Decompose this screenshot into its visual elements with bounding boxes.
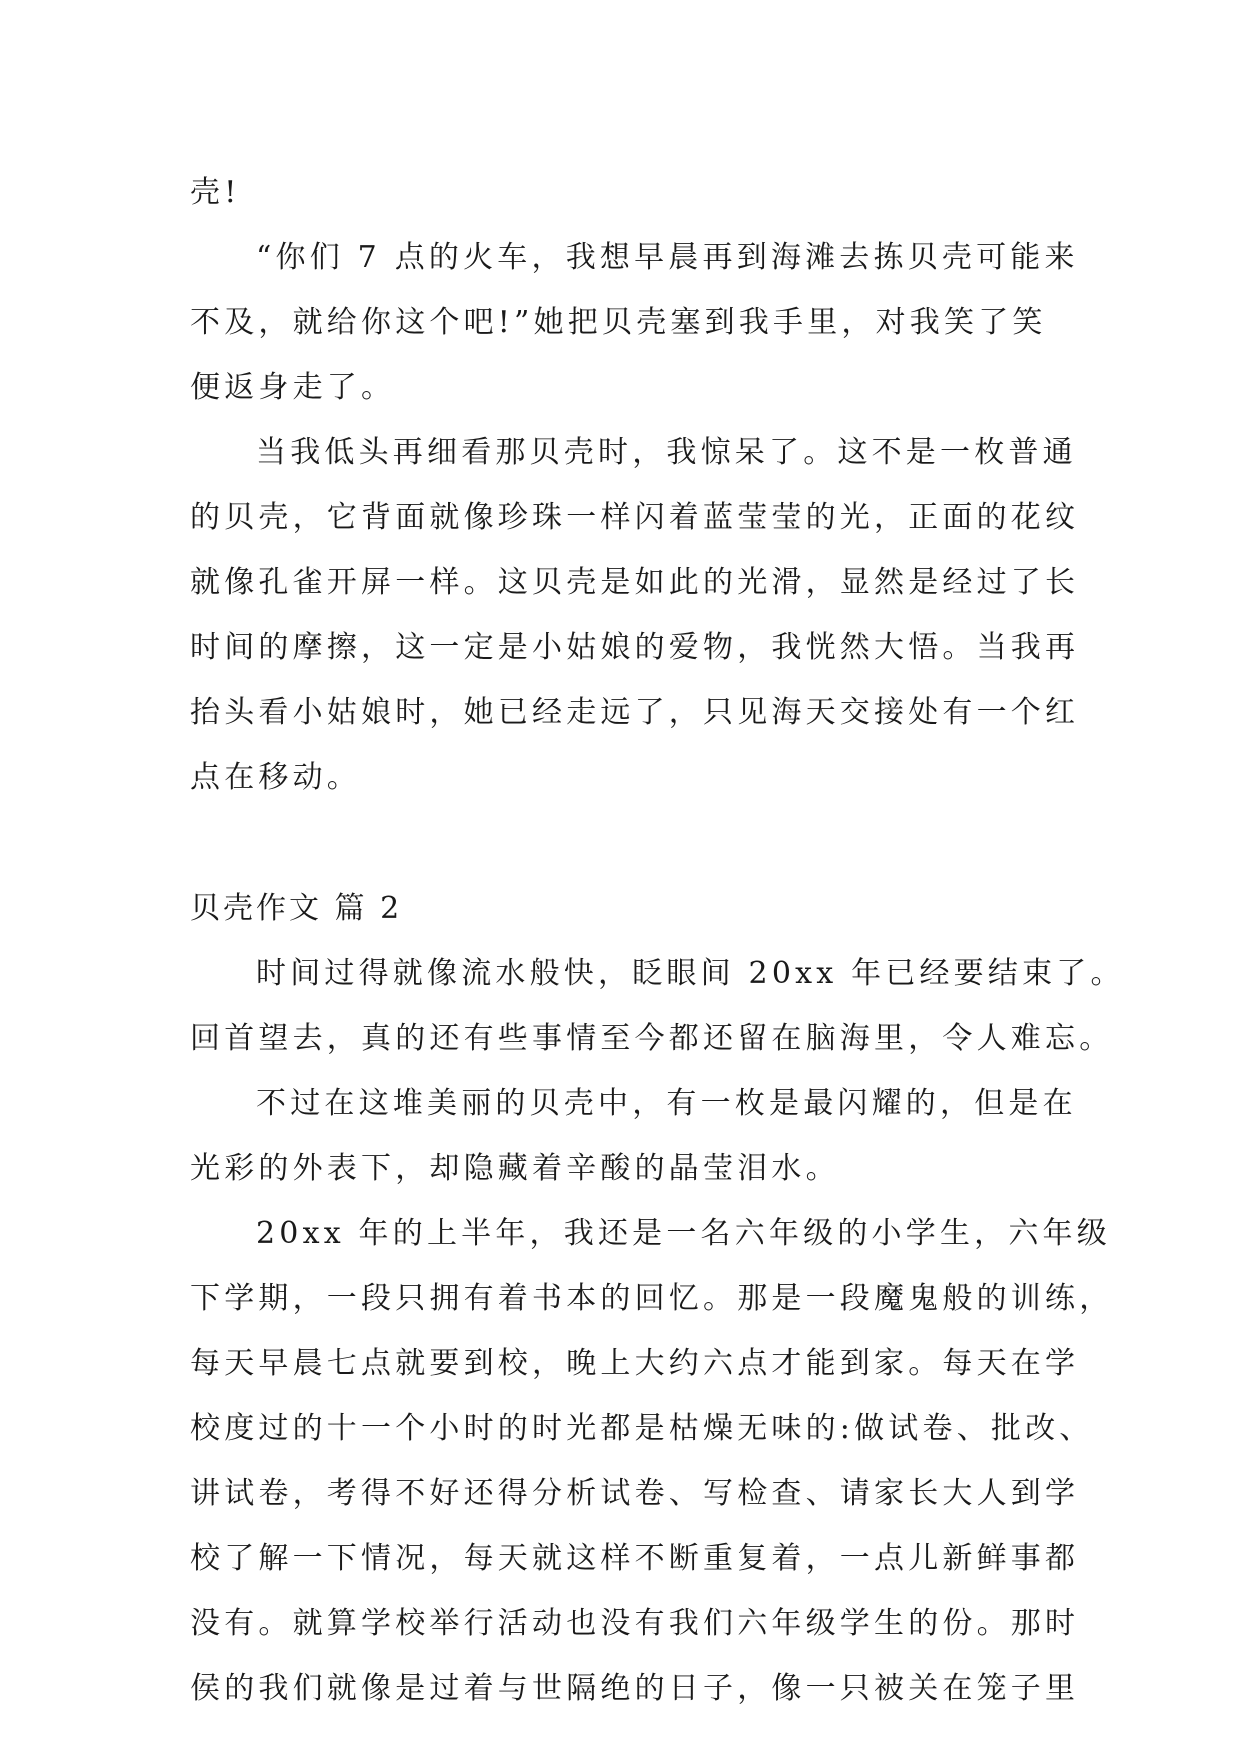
text-line: 每天早晨七点就要到校，晚上大约六点才能到家。每天在学 xyxy=(190,1346,1080,1381)
text-line: 校了解一下情况，每天就这样不断重复着，一点儿新鲜事都 xyxy=(190,1541,1080,1576)
text-line: 光彩的外表下，却隐藏着辛酸的晶莹泪水。 xyxy=(190,1151,840,1186)
text-line: 回首望去，真的还有些事情至今都还留在脑海里，令人难忘。 xyxy=(190,1021,1114,1056)
paragraph-start-line: 20xx 年的上半年，我还是一名六年级的小学生，六年级 xyxy=(256,1216,1111,1251)
paragraph-start-line: 时间过得就像流水般快，眨眼间 20xx 年已经要结束了。 xyxy=(256,956,1125,991)
text-line: 的贝壳，它背面就像珍珠一样闪着蓝莹莹的光，正面的花纹 xyxy=(190,500,1080,535)
text-line: 就像孔雀开屏一样。这贝壳是如此的光滑，显然是经过了长 xyxy=(190,565,1080,600)
section-gap xyxy=(190,810,1060,876)
text-line: 不及，就给你这个吧!”她把贝壳塞到我手里，对我笑了笑 xyxy=(190,305,1047,340)
paragraph-start-line: 不过在这堆美丽的贝壳中，有一枚是最闪耀的，但是在 xyxy=(256,1086,1077,1121)
text-line: 校度过的十一个小时的时光都是枯燥无味的:做试卷、批改、 xyxy=(190,1411,1094,1446)
document-page xyxy=(190,160,1125,1721)
text-line: 抬头看小姑娘时，她已经走远了，只见海天交接处有一个红 xyxy=(190,695,1080,730)
section-heading: 贝壳作文 篇 2 xyxy=(190,891,403,926)
text-line: 讲试卷，考得不好还得分析试卷、写检查、请家长大人到学 xyxy=(190,1476,1080,1511)
paragraph-start-line: 当我低头再细看那贝壳时，我惊呆了。这不是一枚普通 xyxy=(256,435,1077,470)
text-line: 时间的摩擦，这一定是小姑娘的爱物，我恍然大悟。当我再 xyxy=(190,630,1080,665)
text-line: 侯的我们就像是过着与世隔绝的日子，像一只被关在笼子里 xyxy=(190,1671,1080,1706)
text-line: 壳! xyxy=(190,175,241,210)
text-line: 没有。就算学校举行活动也没有我们六年级学生的份。那时 xyxy=(190,1606,1080,1641)
text-line: 点在移动。 xyxy=(190,760,361,795)
text-line: 下学期，一段只拥有着书本的回忆。那是一段魔鬼般的训练， xyxy=(190,1281,1114,1316)
paragraph-start-line: “你们 7 点的火车，我想早晨再到海滩去拣贝壳可能来 xyxy=(256,240,1079,275)
text-line: 便返身走了。 xyxy=(190,370,396,405)
